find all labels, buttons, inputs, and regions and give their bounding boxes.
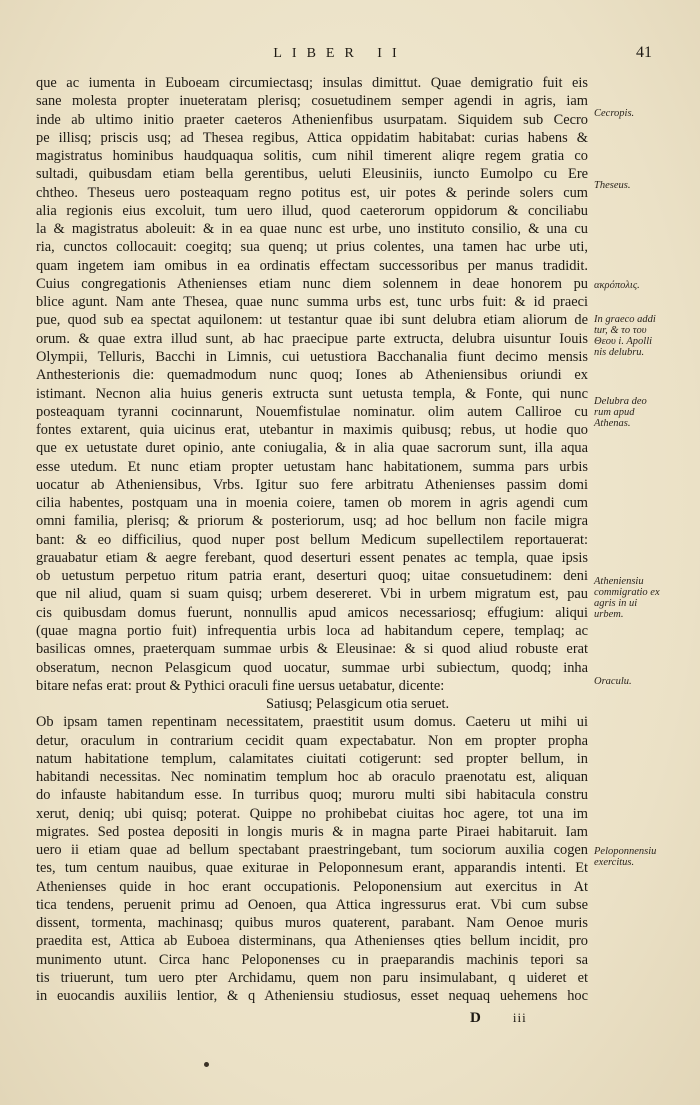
text-line: sane molesta propter inueteratam plerisq; cosuetudinem semper agendi in agris, iam: [36, 93, 588, 110]
margin-note-theseus: Theseus.: [594, 180, 631, 191]
text-line: xerut, deniq; ubi quisq; poterat. Quippe no prohibebat ciuitas hoc agere, tot una im: [36, 805, 588, 822]
text-line: esse utedum. Et nunc etiam propter uetustam hanc habitationem, summa pars urbis: [36, 458, 588, 475]
text-line: bitare nefas erat: prout & Pythici oraculi fine uersus uetabatur, dicente:: [36, 677, 445, 694]
text-line: tica tendens, peruenit primu ad Oenoen, qua Attica ingressurus erat. Vbi cum subse: [36, 896, 588, 913]
text-line: magistratus hominibus haudquaqua solitis, cum nihil timerent aliqre regem gratia co: [36, 148, 588, 165]
margin-note-acropolis: ακρόπολις.: [594, 280, 640, 291]
text-line: bant: & eo difficilius, quod nuper post bellum Medicum supellectilem reportauerat:: [36, 531, 588, 548]
text-line: detur, oraculum in contrarium cecidit quam expectabatur. Non em propter propha: [36, 732, 588, 749]
text-line: inde ab ultimo initio praeter caeteros Athenienfibus usurpatam. Siquidem sub Cecro: [36, 111, 588, 128]
text-line: que nil aliud, quam si suam quisq; urbem desereret. Vbi in urbem migratum est, pau: [36, 586, 588, 603]
text-line: tis triuerunt, tum uero pter Archidamu, quem non paru insimulabant, q uideret et: [36, 970, 588, 987]
margin-note-oracle: Oraculu.: [594, 676, 632, 687]
text-line: la & magistratus aboleuit: & in ea quae nunc est urbe, uno instituto consilio, & una cu: [36, 221, 588, 238]
margin-note-cecropis: Cecropis.: [594, 108, 635, 119]
text-line: orum. & quae extra illud sunt, ab hac praecipue parte extructa, delubra uisuntur Iouis: [36, 330, 588, 347]
text-line: cis quibusdam domus fuerunt, nonnullis apud amicos necessariosq; effugium: aliqui: [36, 604, 588, 621]
text-line: uocatur ab Atheniensibus, Vrbs. Igitur suo fere arbitratu Athenienses passim domi: [36, 476, 588, 493]
text-line: fontes extarent, quia uicinus erat, utebantur in maximis quibusq; rebus, ut hodie quo: [36, 422, 588, 439]
text-line: ob uetustum perpetuo ritum patria erant, deserturi quoq; uitae consuetudinem: deni: [36, 568, 588, 585]
text-line: pe illisq; priscis usq; ad Thesea regibus, Attica oppidatim habitabat: curias habens &: [36, 129, 588, 146]
signature-mark: [470, 1010, 527, 1027]
text-line: munimento utunt. Circa hanc Peloponenses cu in praeparandis machinis tepori sa: [36, 951, 588, 968]
margin-note-greek-addition: In graeco addi tur, & το του Θεου i. Apolli nis delubru.: [594, 314, 656, 358]
text-line: (quae magna portio fuit) infrequentia urbis loca ad habitandum cepere, templaq; ac: [36, 622, 588, 639]
text-line: praedita est, Attica ab Euboea disterminans, qua Athenienses qties bellum incidit, pro: [36, 933, 588, 950]
oracle-verse: Satiusq; Pelasgicum otia seruet.: [266, 696, 450, 713]
text-line: Athenienses quide in hoc erant occupationis. Peloponensium aut exercitus in At: [36, 878, 588, 895]
text-line: Cuius congregationis Athenienses etiam nunc diem solennem in deae honorem pu: [36, 275, 588, 292]
text-line: do infauste habitandum esse. In turribus quoq; muroru multi sibi habitacula constru: [36, 787, 588, 804]
text-line: Olympii, Telluris, Bacchi in Limnis, cui uetustiora Bacchanalia fiunt decimo mensis: [36, 348, 588, 365]
text-line: grauabatur etiam & aegre ferebant, quod deserturi essent penates ac templa, quae ipsis: [36, 549, 588, 566]
text-line: habitandi necessitas. Nec nominatim templum hoc ab oraculo praenotatu est, aliquan: [36, 769, 588, 786]
text-line: sultadi, quibusdam etiam bella gerentibus, ueluti Eleusiniis, iuncto Eumolpo cu Ere: [36, 166, 588, 183]
running-title: LIBER II: [273, 46, 407, 61]
text-line: pue, quod sub ea spectat aquilonem: ut testantur quae ibi sunt delubra etiam aliorum de: [36, 312, 588, 329]
text-line: ria, cunctos collocauit: coegitq; sua quenq; ut prius colentes, una tamen hac urbe uti,: [36, 239, 588, 256]
text-line: que ex uetustate duret opinio, ante coniugalia, & in alia quae sacrorum sunt, illa aqua: [36, 440, 588, 457]
text-line: Anthesterionis die: quemadmodum nunc quoq; Iones ab Atheniensibus oriundi ex: [36, 367, 588, 384]
text-line: basilicas omnes, praeterquam summae urbis & Eleusinae: & si quod aliud robuste erat: [36, 641, 588, 658]
text-line: istimant. Necnon alia huius generis extructa sunt uetusta templa, & Fonte, qui nunc: [36, 385, 588, 402]
text-line: quam ingetem iam omibus in ea ordinatis effectam successoribus per manus tradidit.: [36, 257, 588, 274]
text-line: que ac iumenta in Euboeam circumiectasq; insulas dimittut. Quae demigratio fuit eis: [36, 75, 588, 91]
margin-note-migration: Atheniensiu commigratio ex agris in ui urbem.: [594, 576, 660, 620]
text-line: natum habitatione templum, calamitates ciuitati cotigerunt: sed propter bellum, in: [36, 750, 588, 767]
text-line: blice agunt. Nam ante Thesea, quae nunc summa urbs est, tunc urbs fuit: & id praeci: [36, 294, 588, 311]
signature-letter: D: [470, 1010, 485, 1026]
text-line: omni familia, plerisq; & priorum & posteriorum, usq; ad hoc bellum non facile migra: [36, 513, 588, 530]
text-line: alia regionis eius excoluit, tum uero illud, quod caeterorum oppidorum & conciliabu: [36, 202, 588, 219]
folio-number: 41: [636, 44, 652, 61]
text-line: in euocandis auxiliis lentior, & q Atheniensiu studiosus, esset nequaq uehemens hoc: [36, 988, 588, 1005]
text-line: tes, tum centum nauibus, quae exiturae in Peloponnesum erant, apparandis intenti. Et: [36, 860, 588, 877]
text-line: migrates. Sed postea depositi in longis muris & in magna parte Piraei habitaruit. Iam: [36, 823, 588, 840]
main-text-block: [36, 74, 588, 1024]
margin-note-temples: Delubra deo rum apud Athenas.: [594, 396, 647, 429]
text-line: Ob ipsam tamen repentinam necessitatem, praestitit usum domus. Caeteru ut mihi ui: [36, 714, 588, 731]
text-line: chtheo. Theseus uero posteaquam regno potitus est, uir potes & perinde solers cum: [36, 184, 588, 201]
margin-note-peloponnesian-army: Peloponnensiu exercitus.: [594, 846, 657, 868]
text-line: cilia habentes, postquam una in moenia coiere, tamen ob morem in agris agendi cum: [36, 495, 588, 512]
ink-dot: [204, 1062, 209, 1067]
text-line: uero ii etiam quae ad bellum spectabant praestringebant, tum sociorum auxilia cogen: [36, 842, 588, 859]
text-line: dissent, tormenta, machinasq; quibus muros quaterent, parabant. Nam Oenoe muris: [36, 915, 588, 932]
text-line: obseratum, necnon Pelasgicum quod uocatur, summae urbi subiectum, quodq; inha: [36, 659, 588, 676]
signature-number: iii: [512, 1010, 527, 1025]
text-line: posteaquam tyranni cocinnarunt, Nouemfistulae nominatur. olim autem Calliroe cu: [36, 403, 588, 420]
